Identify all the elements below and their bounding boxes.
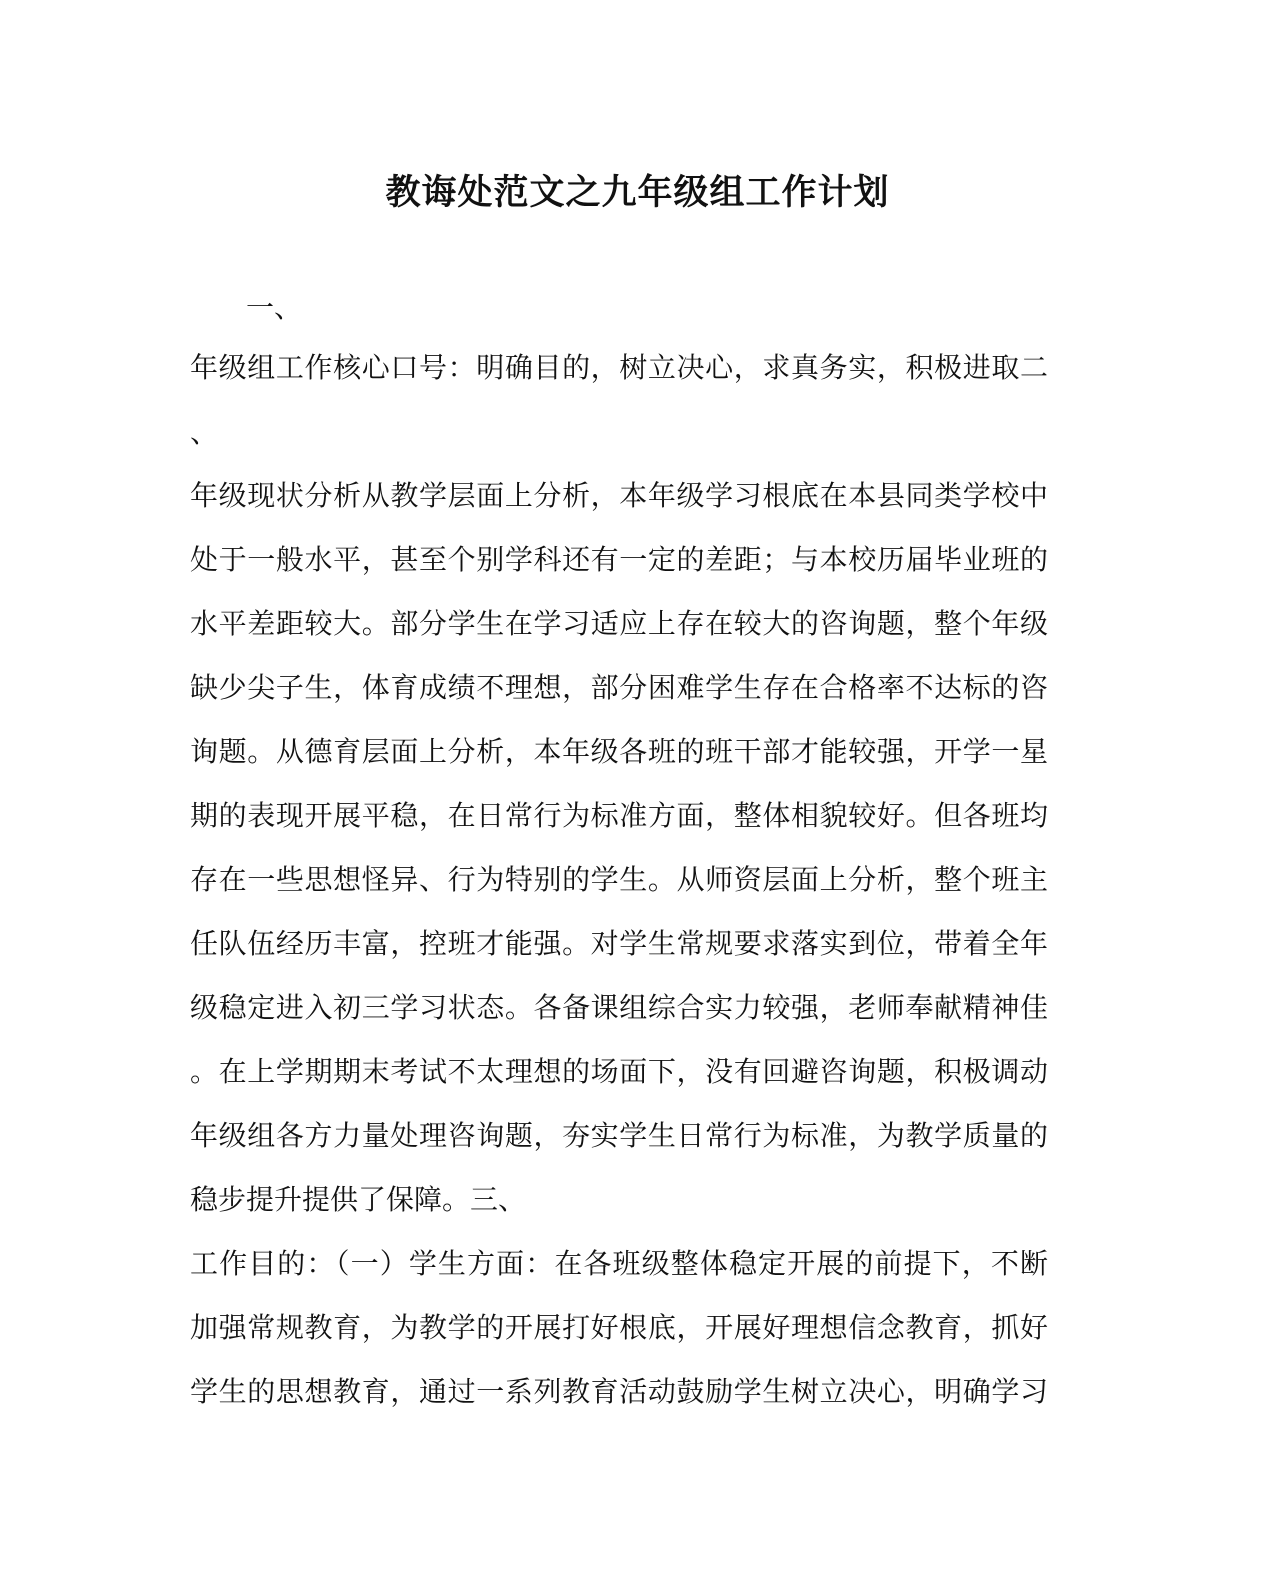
document-title: 教诲处范文之九年级组工作计划 xyxy=(385,172,890,213)
body-line: 期的表现开展平稳，在日常行为标准方面，整体相貌较好。但各班均 xyxy=(190,799,1048,832)
body-line: 工作目的：（一）学生方面：在各班级整体稳定开展的前提下，不断 xyxy=(190,1247,1048,1280)
body-line: 年级组各方力量处理咨询题，夯实学生日常行为标准，为教学质量的 xyxy=(190,1119,1048,1152)
body-line: 年级组工作核心口号：明确目的，树立决心，求真务实，积极进取二 xyxy=(190,351,1048,384)
body-line: 学生的思想教育，通过一系列教育活动鼓励学生树立决心，明确学习 xyxy=(190,1375,1048,1408)
body-line: 询题。从德育层面上分析，本年级各班的班干部才能较强，开学一星 xyxy=(190,735,1048,768)
section-heading-1: 一、 xyxy=(246,291,303,324)
body-line: 存在一些思想怪异、行为特别的学生。从师资层面上分析，整个班主 xyxy=(190,863,1048,896)
body-line: 年级现状分析从教学层面上分析，本年级学习根底在本县同类学校中 xyxy=(190,479,1048,512)
body-line: 级稳定进入初三学习状态。各备课组综合实力较强，老师奉献精神佳 xyxy=(190,991,1048,1024)
body-line: 稳步提升提供了保障。三、 xyxy=(190,1183,527,1216)
body-line: 水平差距较大。部分学生在学习适应上存在较大的咨询题，整个年级 xyxy=(190,607,1048,640)
body-line: 加强常规教育，为教学的开展打好根底，开展好理想信念教育，抓好 xyxy=(190,1311,1048,1344)
body-line: 、 xyxy=(190,416,219,449)
body-line: 缺少尖子生，体育成绩不理想，部分困难学生存在合格率不达标的咨 xyxy=(190,671,1048,704)
body-line: 。在上学期期末考试不太理想的场面下，没有回避咨询题，积极调动 xyxy=(190,1055,1048,1088)
body-line: 处于一般水平，甚至个别学科还有一定的差距；与本校历届毕业班的 xyxy=(190,543,1048,576)
body-line: 任队伍经历丰富，控班才能强。对学生常规要求落实到位，带着全年 xyxy=(190,927,1048,960)
